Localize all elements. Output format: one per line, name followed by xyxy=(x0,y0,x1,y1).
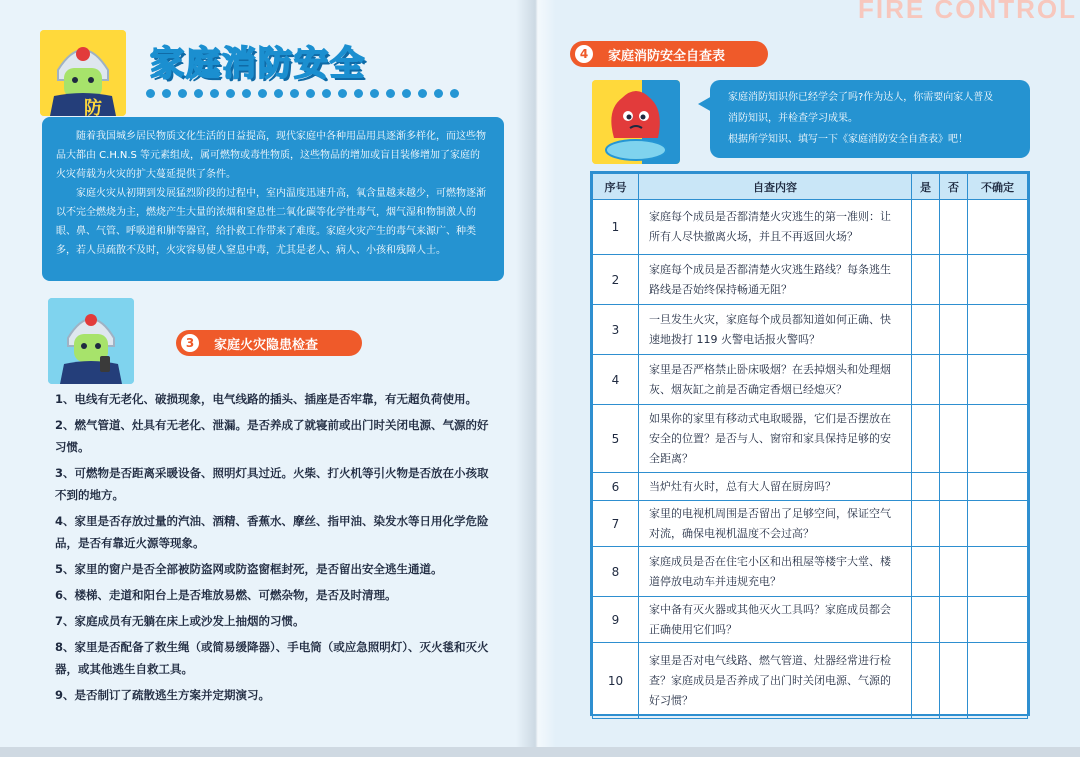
row-content: 当炉灶有火时，总有大人留在厨房吗？ xyxy=(639,473,912,501)
row-content: 家庭每个成员是否都清楚火灾逃生路线？每条逃生路线是否始终保持畅通无阻？ xyxy=(639,255,912,305)
no-cell[interactable] xyxy=(940,547,968,597)
intro-paragraph-2: 家庭火灾从初期到发展猛烈阶段的过程中，室内温度迅速升高，氧含量越来越少，可燃物逐渐以不完全燃烧为主，燃烧产生大量的浓烟和窒息性二氧化碳等化学性毒气，烟气湿和物制激人的眼、鼻、气管、呼吸道和肺等器官，给扑救工作带来了难度。家庭火灾产生的毒气来源广、种类多，若人员疏散不及时，火灾容易使人窒息中毒，尤其是老人、病人、小孩和残障人士。 xyxy=(56,188,486,256)
section-4-badge xyxy=(570,41,768,67)
table-row xyxy=(593,255,1028,305)
yes-cell[interactable] xyxy=(912,473,940,501)
section-4-number: 4 xyxy=(573,43,595,65)
yes-cell[interactable] xyxy=(912,255,940,305)
no-cell[interactable] xyxy=(940,255,968,305)
yes-cell[interactable] xyxy=(912,643,940,719)
self-check-table xyxy=(592,173,1028,719)
header-no: 否 xyxy=(940,174,968,200)
row-number: 7 xyxy=(593,501,639,547)
row-number: 9 xyxy=(593,597,639,643)
table-row xyxy=(593,501,1028,547)
row-content: 一旦发生火灾，家庭每个成员都知道如何正确、快速地拨打 119 火警电话报火警吗？ xyxy=(639,305,912,355)
row-number: 8 xyxy=(593,547,639,597)
hazard-checklist xyxy=(55,388,495,710)
self-check-table-wrapper xyxy=(590,171,1030,716)
table-row xyxy=(593,597,1028,643)
title-dots-divider xyxy=(146,89,476,99)
yes-cell[interactable] xyxy=(912,305,940,355)
yes-cell[interactable] xyxy=(912,405,940,473)
intro-box xyxy=(42,117,504,281)
row-content: 家里是否严格禁止卧床吸烟？在丢掉烟头和处理烟灰、烟灰缸之前是否确定香烟已经熄灭？ xyxy=(639,355,912,405)
header-unsure: 不确定 xyxy=(968,174,1028,200)
unsure-cell[interactable] xyxy=(968,643,1028,719)
list-item: 3、可燃物是否距离采暖设备、照明灯具过近。火柴、打火机等引火物是否放在小孩取不到的地方。 xyxy=(55,466,489,502)
unsure-cell[interactable] xyxy=(968,405,1028,473)
unsure-cell[interactable] xyxy=(968,305,1028,355)
firefighter-mascot-icon xyxy=(40,30,126,116)
fire-mascot-icon xyxy=(592,80,680,164)
bubble-line-2: 消防知识，并检查学习成果。 xyxy=(728,113,858,124)
no-cell[interactable] xyxy=(940,643,968,719)
list-item: 4、家里是否存放过量的汽油、酒精、香蕉水、摩丝、指甲油、染发水等日用化学危险品，是否有靠近火源等现象。 xyxy=(55,514,489,550)
unsure-cell[interactable] xyxy=(968,200,1028,255)
no-cell[interactable] xyxy=(940,305,968,355)
no-cell[interactable] xyxy=(940,200,968,255)
unsure-cell[interactable] xyxy=(968,547,1028,597)
header-number: 序号 xyxy=(593,174,639,200)
section-3-title: 家庭火灾隐患检查 xyxy=(214,337,319,353)
table-row xyxy=(593,405,1028,473)
table-row xyxy=(593,200,1028,255)
table-row xyxy=(593,355,1028,405)
list-item: 2、燃气管道、灶具有无老化、泄漏。是否养成了就寝前或出门时关闭电源、气源的好习惯。 xyxy=(55,418,489,454)
row-number: 10 xyxy=(593,643,639,719)
row-content: 如果你的家里有移动式电取暖器，它们是否摆放在安全的位置？是否与人、窗帘和家具保持足够的安全距离？ xyxy=(639,405,912,473)
no-cell[interactable] xyxy=(940,473,968,501)
no-cell[interactable] xyxy=(940,501,968,547)
section-4-title: 家庭消防安全自查表 xyxy=(608,48,726,64)
unsure-cell[interactable] xyxy=(968,501,1028,547)
row-content: 家庭每个成员是否都清楚火灾逃生的第一准则：让所有人尽快撤离火场，并且不再返回火场？ xyxy=(639,200,912,255)
table-row xyxy=(593,305,1028,355)
list-item: 6、楼梯、走道和阳台上是否堆放易燃、可燃杂物，是否及时清理。 xyxy=(55,588,397,602)
yes-cell[interactable] xyxy=(912,200,940,255)
list-item: 9、是否制订了疏散逃生方案并定期演习。 xyxy=(55,688,270,702)
list-item: 1、电线有无老化、破损现象，电气线路的插头、插座是否牢靠，有无超负荷使用。 xyxy=(55,392,477,406)
no-cell[interactable] xyxy=(940,405,968,473)
firefighter-radio-mascot-icon xyxy=(48,298,134,384)
list-item: 8、家里是否配备了救生绳（或简易缓降器）、手电筒（或应急照明灯）、灭火毯和灭火器，或其他逃生自救工具。 xyxy=(55,640,489,676)
row-number: 6 xyxy=(593,473,639,501)
fire-control-watermark: FIRE CONTROL xyxy=(858,0,1077,24)
header-content: 自查内容 xyxy=(639,174,912,200)
table-row xyxy=(593,547,1028,597)
row-content: 家中备有灭火器或其他灭火工具吗？家庭成员都会正确使用它们吗？ xyxy=(639,597,912,643)
table-row xyxy=(593,643,1028,719)
mascot-badge-text: 防 xyxy=(84,98,102,116)
section-3-badge xyxy=(176,330,362,356)
unsure-cell[interactable] xyxy=(968,255,1028,305)
yes-cell[interactable] xyxy=(912,355,940,405)
speech-bubble xyxy=(710,80,1030,158)
list-item: 7、家庭成员有无躺在床上或沙发上抽烟的习惯。 xyxy=(55,614,305,628)
table-row xyxy=(593,473,1028,501)
table-header-row xyxy=(593,174,1028,200)
row-number: 4 xyxy=(593,355,639,405)
row-content: 家庭成员是否在住宅小区和出租屋等楼宇大堂、楼道停放电动车并违规充电？ xyxy=(639,547,912,597)
yes-cell[interactable] xyxy=(912,501,940,547)
unsure-cell[interactable] xyxy=(968,597,1028,643)
yes-cell[interactable] xyxy=(912,547,940,597)
bubble-line-3: 根据所学知识、填写一下《家庭消防安全自查表》吧！ xyxy=(728,134,968,145)
section-3-number: 3 xyxy=(179,332,201,354)
list-item: 5、家里的窗户是否全部被防盗网或防盗窗框封死，是否留出安全逃生通道。 xyxy=(55,562,443,576)
row-number: 2 xyxy=(593,255,639,305)
page-title: 家庭消防安全 xyxy=(150,44,366,84)
unsure-cell[interactable] xyxy=(968,355,1028,405)
unsure-cell[interactable] xyxy=(968,473,1028,501)
yes-cell[interactable] xyxy=(912,597,940,643)
row-content: 家里是否对电气线路、燃气管道、灶器经常进行检查？家庭成员是否养成了出门时关闭电源、气源的好习惯？ xyxy=(639,643,912,719)
row-number: 5 xyxy=(593,405,639,473)
no-cell[interactable] xyxy=(940,355,968,405)
bubble-line-1: 家庭消防知识你已经学会了吗?作为达人，你需要向家人普及 xyxy=(728,92,994,103)
intro-paragraph-1: 随着我国城乡居民物质文化生活的日益提高，现代家庭中各种用品用具逐渐多样化，而这些物品大都由 C.H.N.S 等元素组成，属可燃物或毒性物质，这些物品的增加或盲目装修增加了家庭的火灾荷载为火灾的扩大蔓延提供了条件。 xyxy=(56,131,486,180)
row-number: 3 xyxy=(593,305,639,355)
row-content: 家里的电视机周围是否留出了足够空间，保证空气对流，确保电视机温度不会过高？ xyxy=(639,501,912,547)
header-yes: 是 xyxy=(912,174,940,200)
book-spine xyxy=(516,0,556,757)
row-number: 1 xyxy=(593,200,639,255)
no-cell[interactable] xyxy=(940,597,968,643)
page-edge xyxy=(0,747,1080,757)
